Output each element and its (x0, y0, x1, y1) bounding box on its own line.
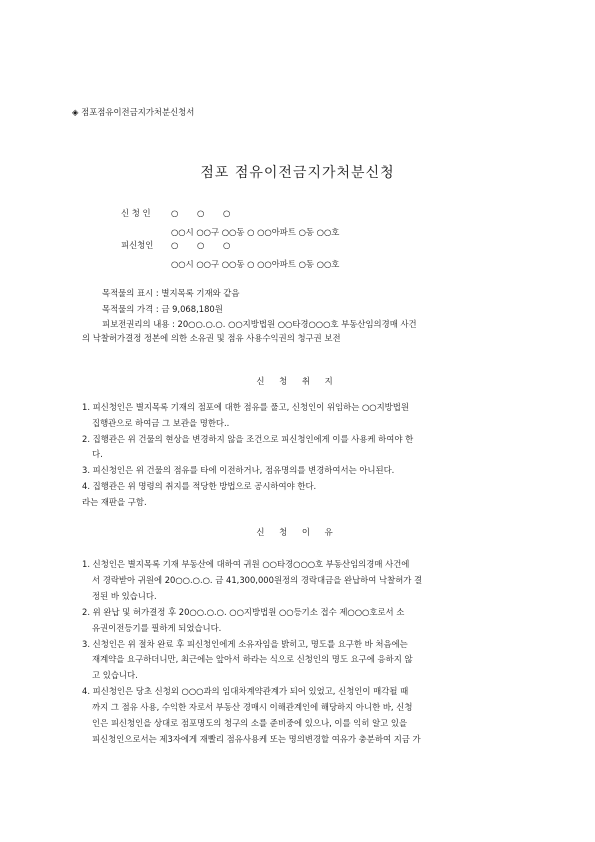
purpose-line: 2. 집행관은 위 건물의 현상을 변경하지 않을 조건으로 피신청인에게 이를 사용케 하여야 한 (82, 433, 414, 444)
object-price: 목적물의 가격 : 금 9,068,180원 (102, 304, 223, 314)
applicant-name: ○ ○ ○ (171, 208, 239, 218)
reasons-heading: 신 청 이 유 (256, 527, 339, 537)
purpose-line: 다. (92, 449, 103, 460)
applicant-block (121, 208, 339, 237)
reasons-line: 까지 그 점유 사용, 수익한 자로서 부동산 경매시 이해관계인에 해당하지 아니한 바, 신청 (92, 702, 413, 713)
object-display: 목적물의 표시 : 별지목록 기재와 같음 (102, 288, 240, 298)
preserved-right-line-2: 의 낙찰허가결정 정본에 의한 소유권 및 점유 사용수익권의 청구권 보전 (82, 333, 341, 343)
reasons-line: 유권이전등기를 필하게 되었습니다. (92, 622, 222, 633)
reasons-line: 3. 신청인은 위 절차 완료 후 피신청인에게 소유자임을 밝히고, 명도를 요구한 바 처음에는 (82, 638, 408, 649)
purpose-line: 라는 재판을 구함. (82, 496, 147, 507)
respondent-name: ○ ○ ○ (171, 240, 239, 250)
respondent-role: 피신청인 (121, 240, 154, 250)
preserved-right-line-1: 피보전권리의 내용 : 20○○.○.○. ○○지방법원 ○○타경○○○호 부동산임의경매 사건 (102, 319, 417, 329)
reasons-line: 4. 피신청인은 당초 신청외 ○○○과의 임대차계약관계가 되어 있었고, 신청인이 매각될 때 (82, 686, 409, 697)
reasons-line: 서 경락받아 귀원에 20○○.○.○. 금 41,300,000원정의 경락대금을 완납하여 낙찰허가 결 (92, 574, 423, 585)
reasons-line: 재계약을 요구하더니만, 최근에는 앞아서 하라는 식으로 신청인의 명도 요구에 응하지 않 (92, 654, 413, 665)
document-type-label: ◈ 점포점유이전금지가처분신청서 (72, 107, 195, 117)
reasons-line: 정된 바 있습니다. (92, 590, 157, 601)
applicant-role: 신 청 인 (121, 208, 151, 218)
respondent-block (121, 240, 339, 269)
reasons-body (82, 557, 522, 748)
reasons-line: 인은 피신청인을 상대로 점포명도의 청구의 소를 준비중에 있으나, 이를 익히 알고 있을 (92, 718, 408, 729)
applicant-address: ○○시 ○○구 ○○동 ○ ○○아파트 ○동 ○○호 (171, 226, 340, 237)
reasons-line: 고 있습니다. (92, 670, 138, 681)
purpose-line: 4. 집행관은 위 명령의 취지를 적당한 방법으로 공시하여야 한다. (82, 480, 317, 491)
purpose-line: 1. 피신청인은 별지목록 기재의 점포에 대한 점유를 풀고, 신청인이 위임하는 ○○지방법원 (82, 402, 409, 412)
reasons-line: 2. 위 완납 및 허가결정 후 20○○.○.○. ○○지방법원 ○○등기소 접수 제○○○호로서 소 (82, 606, 405, 617)
reasons-line: 1. 신청인은 별지목록 기재 부동산에 대하여 귀원 ○○타경○○○호 부동산임의경매 사건에 (82, 559, 410, 569)
document-title: 점포 점유이전금지가처분신청 (200, 165, 395, 181)
purpose-heading: 신 청 취 지 (256, 376, 339, 386)
purpose-body (82, 400, 522, 511)
reasons-line: 피신청인으로서는 제3자에게 재빨리 점유사용케 또는 명의변경할 여유가 충분하여 지금 가 (92, 733, 421, 744)
purpose-line: 집행관으로 하여금 그 보관을 명한다.. (92, 417, 230, 428)
respondent-address: ○○시 ○○구 ○○동 ○ ○○아파트 ○동 ○○호 (171, 258, 340, 269)
purpose-line: 3. 피신청인은 위 건물의 점유를 타에 이전하거나, 점유명의를 변경하여서는 아니된다. (82, 465, 395, 476)
